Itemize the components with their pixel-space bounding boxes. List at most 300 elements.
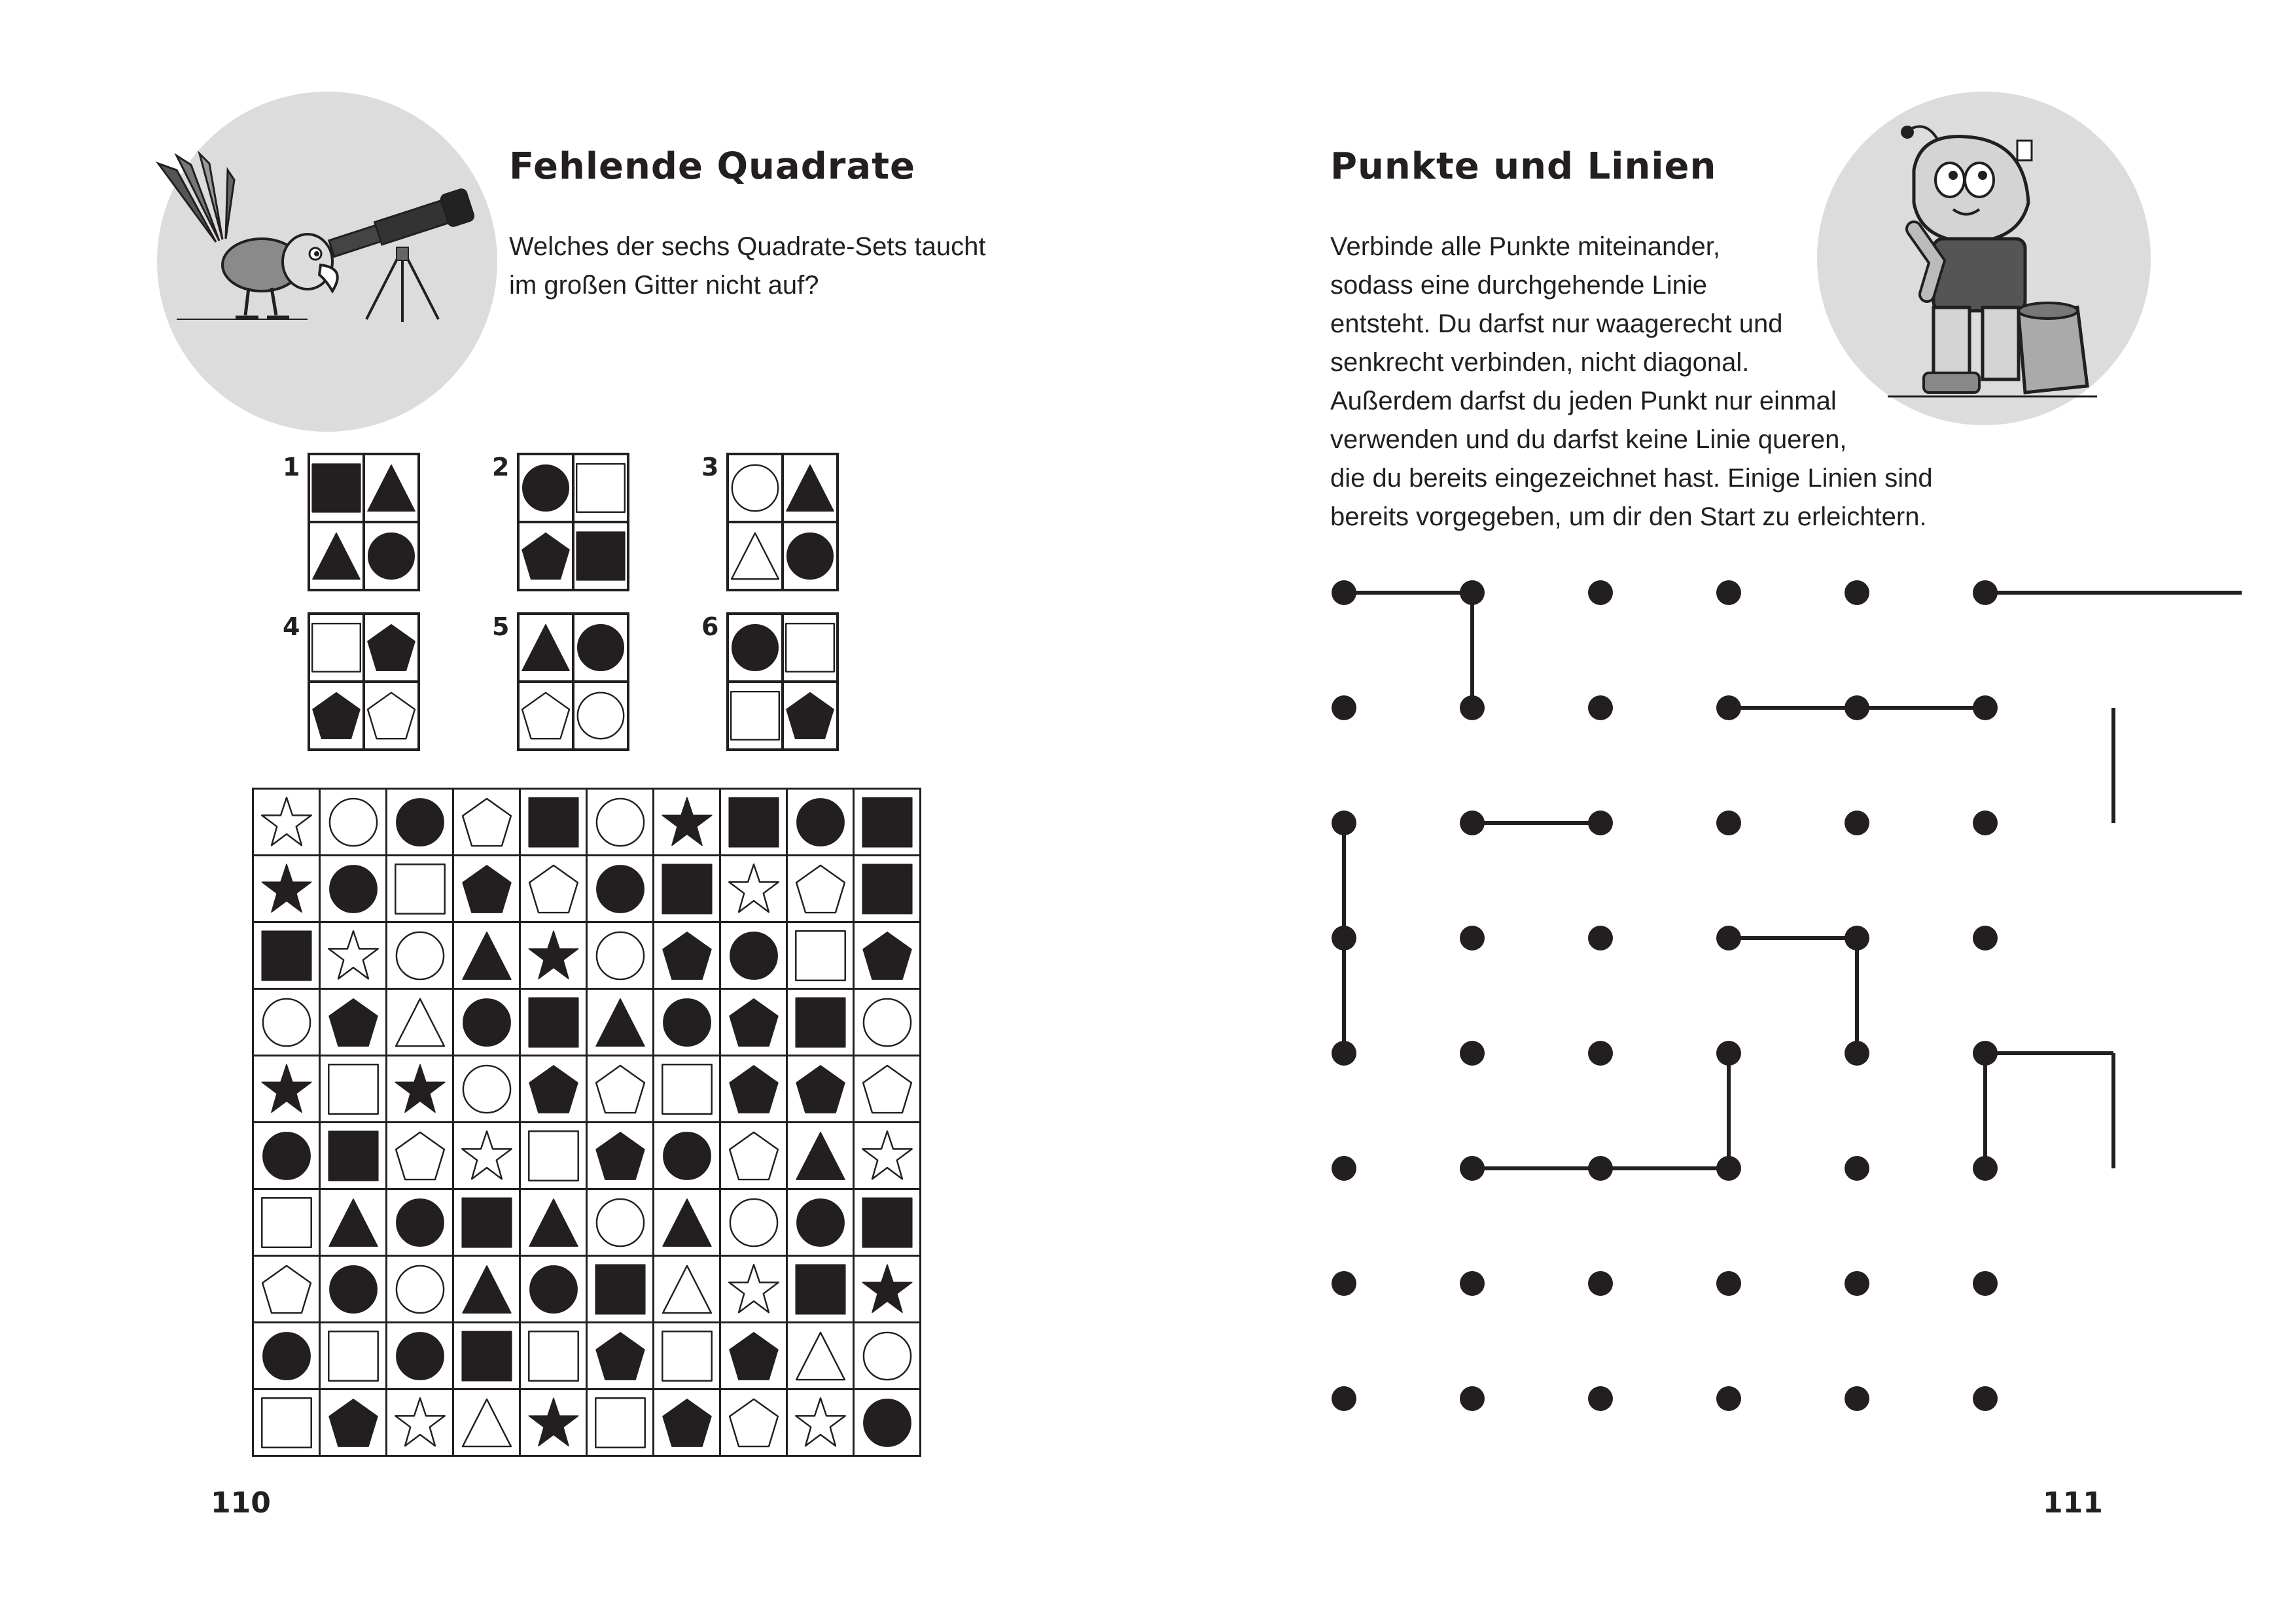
square-open-icon — [310, 621, 362, 674]
square-filled-icon — [727, 795, 781, 849]
puzzle-title: Punkte und Linien — [1330, 145, 1717, 188]
grid-cell — [854, 1056, 921, 1123]
set-cell — [728, 614, 783, 682]
page-number: 111 — [2043, 1486, 2103, 1520]
grid-cell — [787, 1256, 854, 1323]
circle-filled-icon — [593, 862, 647, 916]
square-filled-icon — [794, 1263, 847, 1316]
set-number: 3 — [701, 453, 719, 481]
instruction-line: im großen Gitter nicht auf? — [509, 271, 819, 300]
set-cell — [309, 522, 364, 590]
dot[interactable] — [1588, 1041, 1613, 1066]
set-grid — [517, 612, 629, 751]
dot[interactable] — [1588, 1156, 1613, 1181]
dot[interactable] — [1845, 695, 1869, 720]
dot[interactable] — [1332, 580, 1356, 605]
grid-cell — [854, 1189, 921, 1256]
instruction-line: sodass eine durchgehende Linie — [1330, 271, 1707, 300]
grid-cell — [253, 856, 320, 922]
circle-open-icon — [860, 996, 914, 1049]
square-filled-icon — [260, 929, 313, 983]
pentagon-open-icon — [393, 1129, 447, 1183]
dot[interactable] — [1716, 695, 1741, 720]
circle-filled-icon — [327, 1263, 380, 1316]
pentagon-filled-icon — [593, 1329, 647, 1383]
instruction-line: bereits vorgegeben, um dir den Start zu erleichtern. — [1330, 502, 1927, 531]
dot[interactable] — [1845, 1386, 1869, 1411]
triangle-filled-icon — [593, 996, 647, 1049]
pentagon-filled-icon — [660, 929, 714, 983]
square-filled-icon — [660, 862, 714, 916]
triangle-filled-icon — [365, 462, 417, 514]
grid-cell — [654, 1323, 720, 1389]
grid-cell — [387, 1256, 453, 1323]
grid-cell — [787, 1389, 854, 1456]
star-filled-icon — [260, 1062, 313, 1116]
circle-open-icon — [729, 462, 781, 514]
dot[interactable] — [1460, 1271, 1485, 1296]
circle-filled-icon — [784, 530, 836, 582]
square-open-icon — [393, 862, 447, 916]
circle-filled-icon — [365, 530, 417, 582]
star-filled-icon — [393, 1062, 447, 1116]
grid-cell — [587, 789, 654, 856]
pentagon-filled-icon — [727, 1062, 781, 1116]
grid-cell — [320, 1323, 387, 1389]
dot[interactable] — [1716, 580, 1741, 605]
pentagon-open-icon — [527, 862, 580, 916]
grid-row — [253, 856, 921, 922]
grid-cell — [720, 1323, 787, 1389]
parrot-telescope-illustration — [150, 150, 491, 334]
grid-cell — [520, 1123, 587, 1189]
grid-cell — [453, 789, 520, 856]
grid-cell — [854, 1389, 921, 1456]
pentagon-filled-icon — [660, 1396, 714, 1450]
circle-open-icon — [860, 1329, 914, 1383]
grid-cell — [787, 856, 854, 922]
grid-cell — [520, 989, 587, 1056]
grid-cell — [587, 1123, 654, 1189]
square-open-icon — [794, 929, 847, 983]
grid-row — [253, 1323, 921, 1389]
star-filled-icon — [527, 929, 580, 983]
circle-filled-icon — [660, 996, 714, 1049]
pentagon-filled-icon — [327, 1396, 380, 1450]
dot[interactable] — [1973, 811, 1998, 835]
puzzle-title: Fehlende Quadrate — [509, 145, 915, 188]
dot[interactable] — [1332, 695, 1356, 720]
set-grid — [517, 453, 629, 591]
grid-cell — [587, 1256, 654, 1323]
grid-cell — [387, 856, 453, 922]
dot[interactable] — [1973, 695, 1998, 720]
square-filled-icon — [860, 862, 914, 916]
square-open-icon — [593, 1396, 647, 1450]
grid-cell — [587, 856, 654, 922]
grid-row — [253, 989, 921, 1056]
pentagon-open-icon — [593, 1062, 647, 1116]
dot[interactable] — [1588, 695, 1613, 720]
dot[interactable] — [1588, 580, 1613, 605]
star-filled-icon — [260, 862, 313, 916]
set-cell — [783, 614, 838, 682]
circle-filled-icon — [460, 996, 514, 1049]
pentagon-filled-icon — [593, 1129, 647, 1183]
grid-cell — [854, 989, 921, 1056]
triangle-filled-icon — [460, 929, 514, 983]
square-open-icon — [260, 1196, 313, 1249]
grid-cell — [854, 789, 921, 856]
grid-cell — [520, 1389, 587, 1456]
dot[interactable] — [1332, 1386, 1356, 1411]
puzzle-instructions — [509, 228, 986, 305]
grid-cell — [320, 789, 387, 856]
square-open-icon — [527, 1329, 580, 1383]
grid-cell — [787, 1189, 854, 1256]
grid-cell — [787, 989, 854, 1056]
instruction-line: entsteht. Du darfst nur waagerecht und — [1330, 309, 1783, 338]
circle-filled-icon — [260, 1129, 313, 1183]
grid-cell — [854, 1256, 921, 1323]
instruction-line: die du bereits eingezeichnet hast. Einige Linien sind — [1330, 464, 1933, 493]
grid-cell — [387, 1323, 453, 1389]
grid-cell — [787, 1123, 854, 1189]
star-filled-icon — [660, 795, 714, 849]
grid-cell — [787, 1323, 854, 1389]
triangle-open-icon — [660, 1263, 714, 1316]
grid-cell — [320, 1056, 387, 1123]
set-cell — [364, 682, 419, 750]
set-cell — [364, 522, 419, 590]
dot[interactable] — [1845, 811, 1869, 835]
pentagon-filled-icon — [784, 689, 836, 742]
circle-filled-icon — [327, 862, 380, 916]
set-cell — [573, 454, 628, 522]
grid-row — [253, 789, 921, 856]
grid-cell — [720, 922, 787, 989]
instruction-line: Verbinde alle Punkte miteinander, — [1330, 232, 1720, 261]
set-cell — [783, 682, 838, 750]
dot[interactable] — [1332, 1156, 1356, 1181]
grid-row — [253, 1189, 921, 1256]
set-number: 2 — [492, 453, 510, 481]
circle-filled-icon — [660, 1129, 714, 1183]
grid-row — [253, 922, 921, 989]
set-number: 5 — [492, 612, 510, 641]
grid-cell — [654, 922, 720, 989]
symbol-grid — [252, 788, 921, 1457]
pentagon-filled-icon — [727, 996, 781, 1049]
circle-filled-icon — [393, 1329, 447, 1383]
instruction-line: Welches der sechs Quadrate-Sets taucht — [509, 232, 986, 261]
dot[interactable] — [1845, 1271, 1869, 1296]
dot[interactable] — [1460, 695, 1485, 720]
dot[interactable] — [1460, 926, 1485, 951]
dot-puzzle — [1148, 0, 2296, 1623]
dot[interactable] — [1460, 1156, 1485, 1181]
grid-cell — [320, 1389, 387, 1456]
dot[interactable] — [1845, 580, 1869, 605]
grid-cell — [854, 856, 921, 922]
star-open-icon — [460, 1129, 514, 1183]
dot[interactable] — [1332, 1271, 1356, 1296]
set-cell — [728, 682, 783, 750]
dot[interactable] — [1973, 1271, 1998, 1296]
circle-filled-icon — [794, 795, 847, 849]
page-number: 110 — [211, 1486, 271, 1520]
triangle-filled-icon — [794, 1129, 847, 1183]
circle-open-icon — [460, 1062, 514, 1116]
triangle-filled-icon — [784, 462, 836, 514]
grid-cell — [654, 1389, 720, 1456]
grid-cell — [520, 789, 587, 856]
grid-cell — [720, 1189, 787, 1256]
grid-cell — [654, 789, 720, 856]
grid-row — [253, 1256, 921, 1323]
grid-cell — [320, 1123, 387, 1189]
grid-cell — [654, 989, 720, 1056]
circle-filled-icon — [729, 621, 781, 674]
star-filled-icon — [527, 1396, 580, 1450]
dot[interactable] — [1716, 811, 1741, 835]
grid-row — [253, 1056, 921, 1123]
pentagon-open-icon — [460, 795, 514, 849]
pentagon-filled-icon — [460, 862, 514, 916]
grid-cell — [320, 856, 387, 922]
grid-cell — [453, 989, 520, 1056]
right-page — [1148, 0, 2296, 1623]
square-filled-icon — [527, 996, 580, 1049]
dot[interactable] — [1332, 811, 1356, 835]
circle-filled-icon — [393, 1196, 447, 1249]
pentagon-filled-icon — [520, 530, 572, 582]
grid-cell — [854, 1323, 921, 1389]
circle-open-icon — [593, 1196, 647, 1249]
pentagon-open-icon — [260, 1263, 313, 1316]
grid-cell — [587, 989, 654, 1056]
square-filled-icon — [593, 1263, 647, 1316]
grid-cell — [253, 1323, 320, 1389]
set-number: 4 — [283, 612, 300, 641]
instruction-line: verwenden und du darfst keine Linie queren, — [1330, 425, 1847, 454]
circle-open-icon — [593, 795, 647, 849]
square-filled-icon — [460, 1196, 514, 1249]
star-open-icon — [727, 862, 781, 916]
star-open-icon — [727, 1263, 781, 1316]
dot[interactable] — [1332, 926, 1356, 951]
grid-cell — [453, 1189, 520, 1256]
grid-cell — [253, 1189, 320, 1256]
grid-cell — [387, 1389, 453, 1456]
square-filled-icon — [574, 530, 627, 582]
triangle-open-icon — [460, 1396, 514, 1450]
grid-cell — [520, 1323, 587, 1389]
grid-cell — [787, 922, 854, 989]
square-open-icon — [260, 1396, 313, 1450]
set-cell — [309, 614, 364, 682]
dot[interactable] — [1973, 1386, 1998, 1411]
grid-cell — [253, 1123, 320, 1189]
set-number: 6 — [701, 612, 719, 641]
dot[interactable] — [1716, 1271, 1741, 1296]
star-open-icon — [794, 1396, 847, 1450]
grid-cell — [720, 789, 787, 856]
grid-cell — [387, 989, 453, 1056]
square-filled-icon — [310, 462, 362, 514]
grid-cell — [654, 1056, 720, 1123]
grid-cell — [320, 989, 387, 1056]
dot[interactable] — [1716, 1041, 1741, 1066]
dot[interactable] — [1588, 926, 1613, 951]
triangle-filled-icon — [520, 621, 572, 674]
square-open-icon — [784, 621, 836, 674]
circle-filled-icon — [520, 462, 572, 514]
set-cell — [309, 454, 364, 522]
dot[interactable] — [1460, 1041, 1485, 1066]
circle-open-icon — [574, 689, 627, 742]
pentagon-filled-icon — [860, 929, 914, 983]
star-open-icon — [860, 1129, 914, 1183]
dot[interactable] — [1973, 580, 1998, 605]
set-grid — [726, 612, 839, 751]
dot[interactable] — [1460, 811, 1485, 835]
grid-cell — [720, 1389, 787, 1456]
triangle-filled-icon — [660, 1196, 714, 1249]
square-open-icon — [327, 1329, 380, 1383]
instruction-line: senkrecht verbinden, nicht diagonal. — [1330, 348, 1750, 377]
instruction-line: Außerdem darfst du jeden Punkt nur einmal — [1330, 387, 1837, 415]
triangle-filled-icon — [527, 1196, 580, 1249]
set-cell — [728, 522, 783, 590]
circle-filled-icon — [794, 1196, 847, 1249]
grid-cell — [253, 1389, 320, 1456]
grid-cell — [854, 922, 921, 989]
triangle-filled-icon — [327, 1196, 380, 1249]
dot[interactable] — [1716, 1386, 1741, 1411]
grid-cell — [720, 856, 787, 922]
set-cell — [783, 522, 838, 590]
square-filled-icon — [527, 795, 580, 849]
grid-cell — [320, 1189, 387, 1256]
pentagon-filled-icon — [794, 1062, 847, 1116]
grid-cell — [654, 1123, 720, 1189]
dot[interactable] — [1716, 926, 1741, 951]
square-filled-icon — [794, 996, 847, 1049]
set-grid — [308, 453, 420, 591]
set-cell — [573, 682, 628, 750]
dot[interactable] — [1845, 1156, 1869, 1181]
triangle-filled-icon — [460, 1263, 514, 1316]
set-cell — [309, 682, 364, 750]
grid-cell — [587, 1389, 654, 1456]
pentagon-open-icon — [727, 1396, 781, 1450]
circle-filled-icon — [574, 621, 627, 674]
dot[interactable] — [1460, 580, 1485, 605]
square-open-icon — [327, 1062, 380, 1116]
grid-cell — [253, 989, 320, 1056]
circle-open-icon — [327, 795, 380, 849]
dot[interactable] — [1973, 1156, 1998, 1181]
pentagon-filled-icon — [365, 621, 417, 674]
circle-open-icon — [593, 929, 647, 983]
set-cell — [728, 454, 783, 522]
square-filled-icon — [460, 1329, 514, 1383]
star-open-icon — [393, 1396, 447, 1450]
grid-cell — [587, 922, 654, 989]
set-cell — [364, 614, 419, 682]
circle-filled-icon — [860, 1396, 914, 1450]
dot[interactable] — [1332, 1041, 1356, 1066]
pentagon-filled-icon — [527, 1062, 580, 1116]
pentagon-filled-icon — [310, 689, 362, 742]
grid-cell — [387, 789, 453, 856]
dot[interactable] — [1460, 1386, 1485, 1411]
pentagon-open-icon — [860, 1062, 914, 1116]
set-cell — [573, 522, 628, 590]
grid-cell — [787, 1056, 854, 1123]
grid-cell — [453, 922, 520, 989]
dot[interactable] — [1973, 926, 1998, 951]
dot[interactable] — [1845, 926, 1869, 951]
star-open-icon — [260, 795, 313, 849]
grid-cell — [453, 1056, 520, 1123]
grid-cell — [387, 1123, 453, 1189]
circle-filled-icon — [527, 1263, 580, 1316]
set-cell — [573, 614, 628, 682]
grid-cell — [654, 856, 720, 922]
pentagon-open-icon — [727, 1129, 781, 1183]
grid-cell — [387, 1189, 453, 1256]
grid-cell — [320, 922, 387, 989]
grid-cell — [520, 1256, 587, 1323]
pentagon-filled-icon — [727, 1329, 781, 1383]
set-number: 1 — [283, 453, 300, 481]
triangle-open-icon — [729, 530, 781, 582]
dot[interactable] — [1973, 1041, 1998, 1066]
dot[interactable] — [1716, 1156, 1741, 1181]
dot[interactable] — [1588, 1271, 1613, 1296]
grid-cell — [654, 1189, 720, 1256]
pentagon-open-icon — [520, 689, 572, 742]
set-grid — [308, 612, 420, 751]
dot[interactable] — [1588, 811, 1613, 835]
triangle-filled-icon — [310, 530, 362, 582]
set-cell — [518, 682, 573, 750]
square-open-icon — [729, 689, 781, 742]
grid-cell — [587, 1323, 654, 1389]
grid-cell — [520, 922, 587, 989]
grid-cell — [453, 1123, 520, 1189]
grid-cell — [387, 922, 453, 989]
set-cell — [518, 522, 573, 590]
grid-cell — [520, 856, 587, 922]
grid-cell — [453, 1256, 520, 1323]
grid-cell — [387, 1056, 453, 1123]
grid-cell — [253, 789, 320, 856]
grid-cell — [587, 1189, 654, 1256]
grid-cell — [520, 1189, 587, 1256]
pentagon-filled-icon — [327, 996, 380, 1049]
grid-cell — [720, 1256, 787, 1323]
grid-cell — [720, 1123, 787, 1189]
grid-row — [253, 1389, 921, 1456]
grid-cell — [253, 1056, 320, 1123]
triangle-open-icon — [393, 996, 447, 1049]
dot[interactable] — [1588, 1386, 1613, 1411]
set-grid — [726, 453, 839, 591]
dot[interactable] — [1845, 1041, 1869, 1066]
